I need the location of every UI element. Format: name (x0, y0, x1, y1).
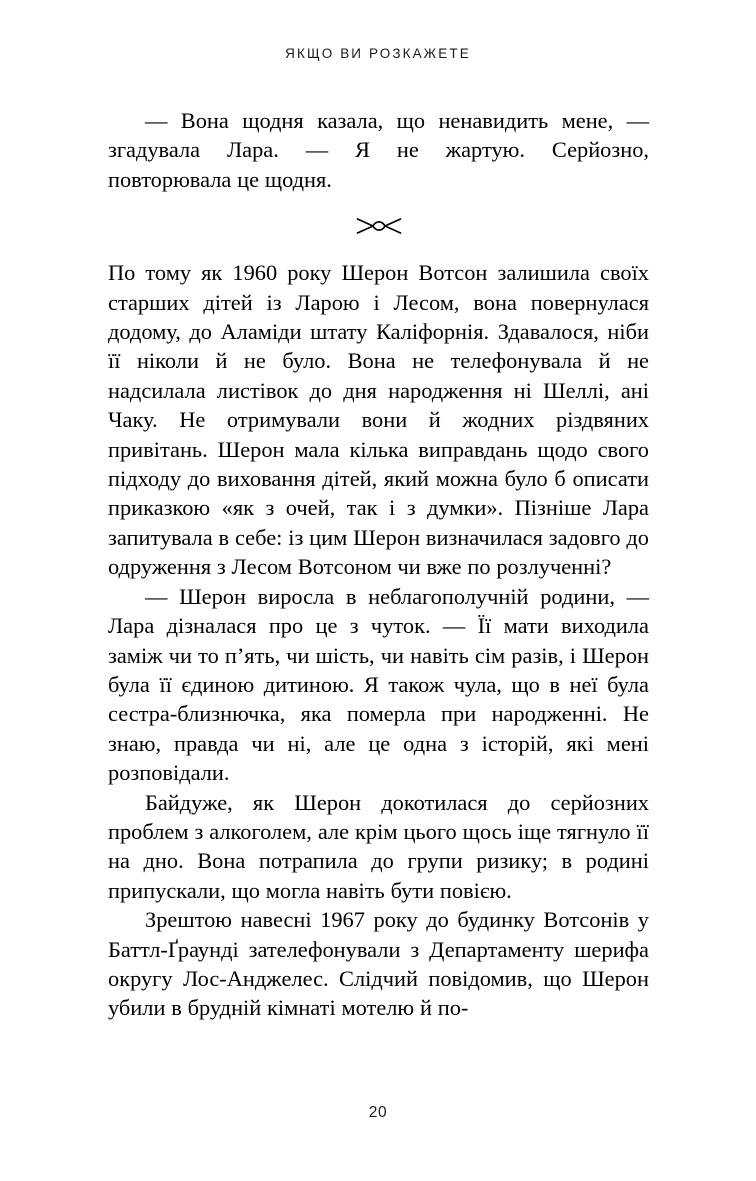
paragraph: По тому як 1960 року Шерон Вотсон залишила своїх старших дітей із Ларою і Лесом, вона повернулася додому, до Аламіди штату Каліфорнія. Здавалося, ніби її ніколи й не було. Вона не телефонувала й не надсилала листівок до дня народження ні Шеллі, ані Чаку. Не отримували вони й жодних різдвяних привітань. Шерон мала кілька виправдань щодо свого підходу до виховання дітей, який можна було б описати приказкою «як з очей, так і з думки». Пізніше Лара запитувала в себе: із цим Шерон визначилася задовго до одруження з Лесом Вотсоном чи вже по розлученні? (108, 260, 649, 580)
paragraph: Зрештою навесні 1967 року до будинку Вотсонів у Баттл-Ґраунді зателефонували з Департаменту шерифа округу Лос-Анджелес. Слідчий повідомив, що Шерон убили в брудній кімнаті мотелю й по- (108, 907, 649, 1021)
body-text-block (108, 106, 649, 1023)
page-number: 20 (368, 1104, 388, 1121)
section-ornament (108, 194, 649, 258)
crossed-lens-ornament-icon (356, 217, 402, 235)
paragraph: — Вона щодня казала, що ненавидить мене, — згадувала Лара. — Я не жартую. Серйозно, повторювала це щодня. (108, 108, 649, 192)
running-head: ЯКЩО ВИ РОЗКАЖЕТЕ (285, 46, 471, 61)
paragraph: — Шерон виросла в неблагополучній родини, — Лара дізналася про це з чуток. — Її мати виходила заміж чи то п’ять, чи шість, чи навіть сім разів, і Шерон була її єдиною дитиною. Я також чула, що в неї була сестра-близнючка, яка померла при народженні. Не знаю, правда чи ні, але це одна з історій, які мені розповідали. (108, 583, 649, 786)
paragraph: Байдуже, як Шерон докотилася до серйозних проблем з алкоголем, але крім цього щось іще тягнуло її на дно. Вона потрапила до групи ризику; в родині припускали, що могла навіть бути повією. (108, 789, 649, 903)
